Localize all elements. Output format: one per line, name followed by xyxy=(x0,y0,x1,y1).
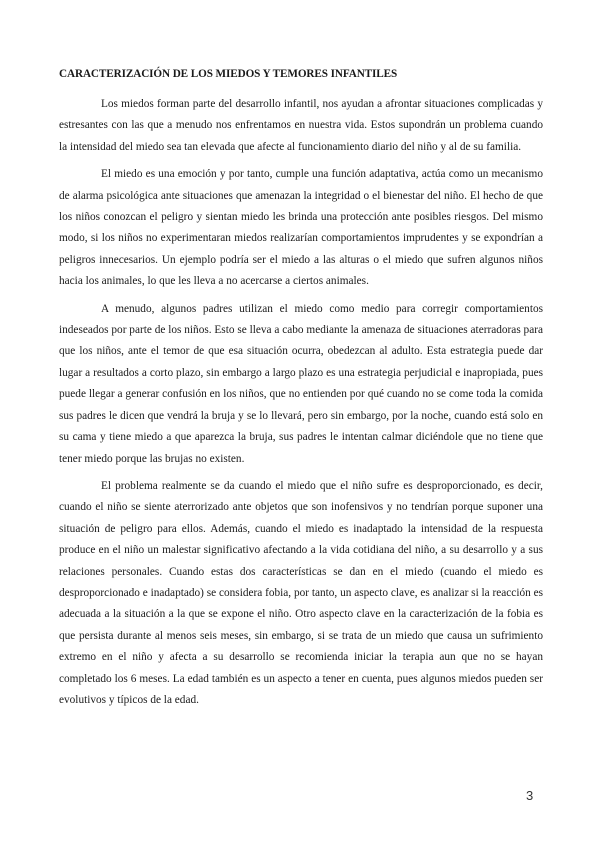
paragraph-2: El miedo es una emoción y por tanto, cumple una función adaptativa, actúa como un mecanismo de alarma psicológica ante situaciones que amenazan la integridad o el bienestar del niño. El hecho de que los niños conozcan el peligro y sientan miedo les brinda una protección ante posibles riesgos. Del mismo modo, si los niños no experimentaran miedos realizarían comportamientos imprudentes y se expondrían a peligros innecesarios. Un ejemplo podría ser el miedo a las alturas o el miedo que sufren algunos niños hacia los animales, lo que les lleva a no acercarse a ciertos animales. xyxy=(59,168,543,288)
paragraph-3: A menudo, algunos padres utilizan el miedo como medio para corregir comportamientos indeseados por parte de los niños. Esto se lleva a cabo mediante la amenaza de situaciones aterradoras para que los niños, ante el temor de que esa situación ocurra, obedezcan al adulto. Esta estrategia puede dar lugar a resultados a corto plazo, sin embargo a largo plazo es una estrategia perjudicial e inapropiada, pues puede llegar a generar confusión en los niños, que no entienden por qué cuando no se come toda la comida sus padres le dicen que vendrá la bruja y se lo llevará, pero sin embargo, por la noche, cuando está solo en su cama y tiene miedo a que aparezca la bruja, sus padres le intentan calmar diciéndole que no tiene que tener miedo porque las brujas no existen. xyxy=(59,302,543,465)
page-content xyxy=(59,66,543,717)
page-number: 3 xyxy=(526,788,534,803)
paragraph-1: Los miedos forman parte del desarrollo infantil, nos ayudan a afrontar situaciones complicadas y estresantes con las que a menudo nos enfrentamos en nuestra vida. Estos supondrán un problema cuando la intensidad del miedo sea tan elevada que afecte al funcionamiento diario del niño y al de su familia. xyxy=(59,98,543,153)
paragraph-4: El problema realmente se da cuando el miedo que el niño sufre es desproporcionado, es decir, cuando el niño se siente aterrorizado ante objetos que son inofensivos y no tendrían porque suponer una situación de peligro para ellos. Además, cuando el miedo es inadaptado la intensidad de la respuesta produce en el niño un malestar significativo afectando a la vida cotidiana del niño, a su desarrollo y a sus relaciones personales. Cuando estas dos características se dan en el miedo (cuando el miedo es desproporcionado e inadaptado) se considera fobia, por tanto, un aspecto clave, es analizar si la reacción es adecuada a la situación a la que se expone el niño. Otro aspecto clave en la caracterización de la fobia es que persista durante al menos seis meses, sin embargo, si se trata de un miedo que causa un sufrimiento extremo en el niño y afecta a su desarrollo se recomienda iniciar la terapia aun que no se hayan completado los 6 meses. La edad también es un aspecto a tener en cuenta, pues algunos miedos pueden ser evolutivos y típicos de la edad. xyxy=(59,479,543,706)
section-title: CARACTERIZACIÓN DE LOS MIEDOS Y TEMORES INFANTILES xyxy=(59,68,398,80)
